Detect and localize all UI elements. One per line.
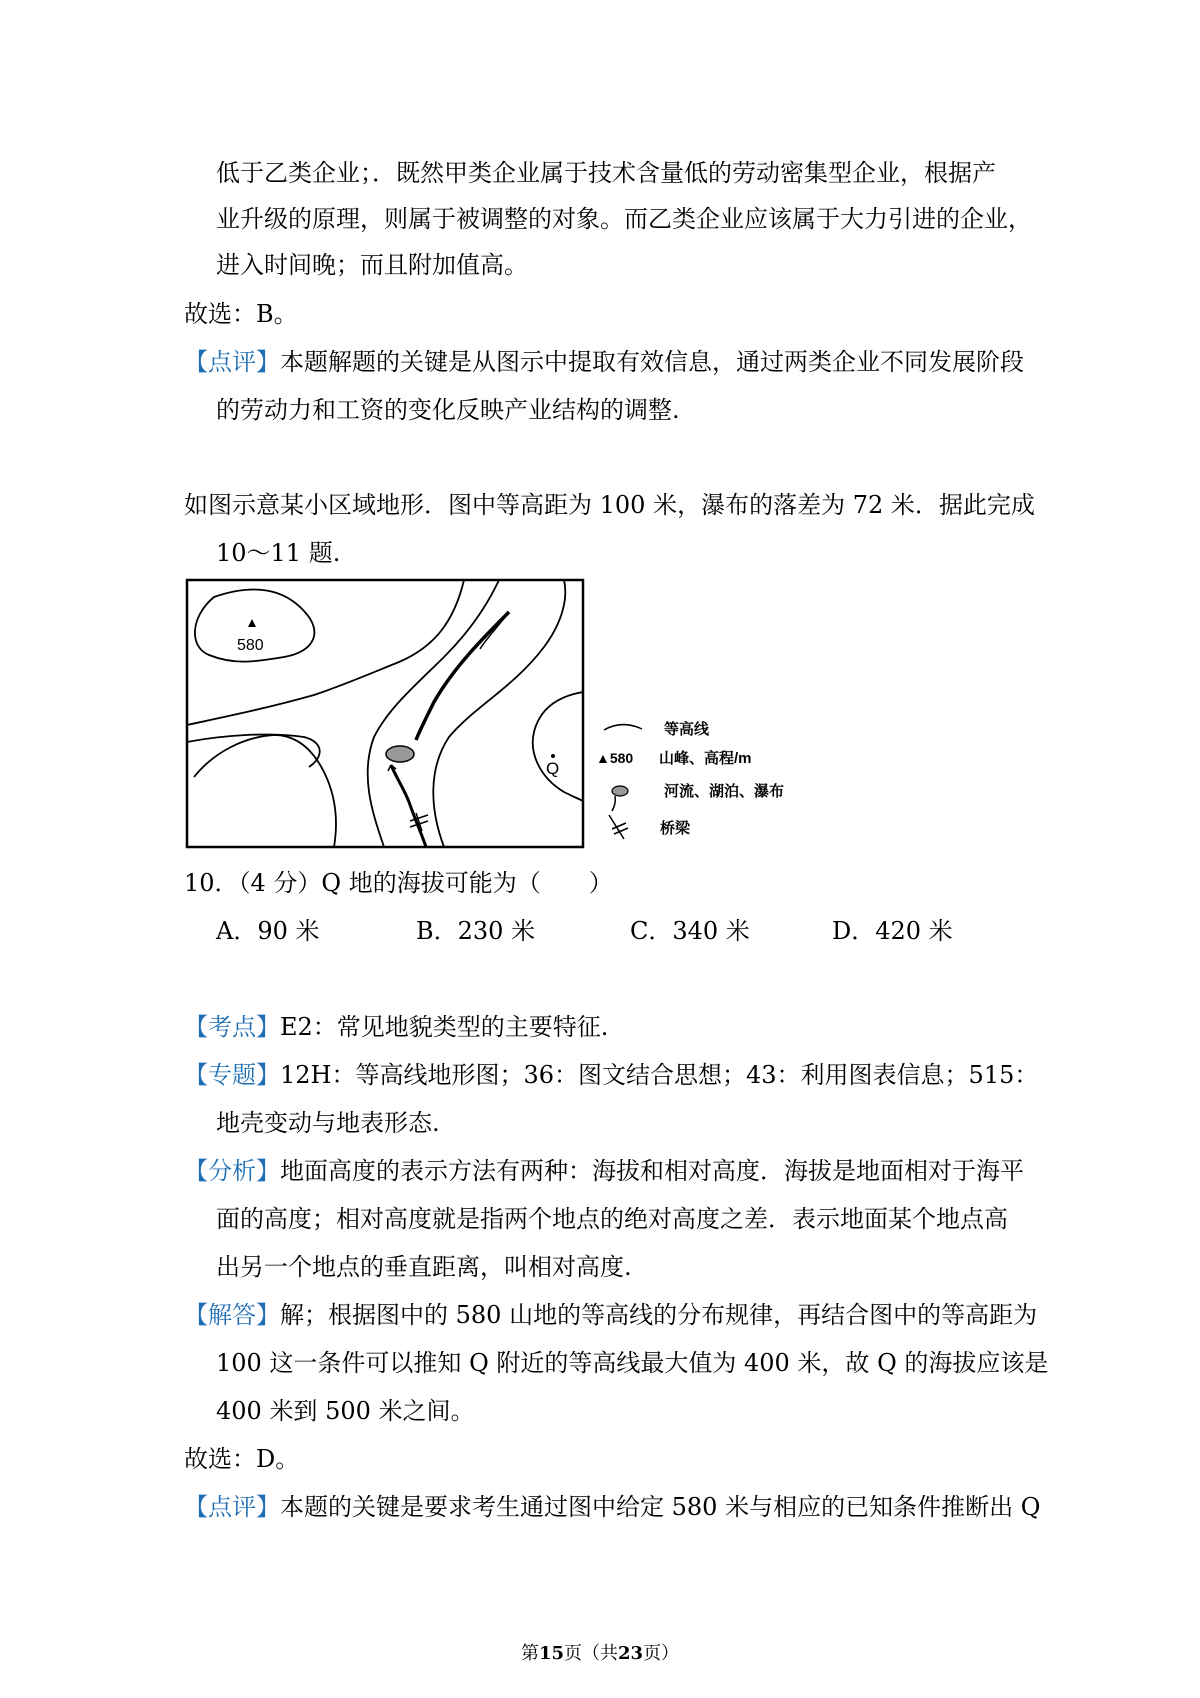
legend-bridge-symbol (609, 815, 628, 839)
text-line: 业升级的原理，则属于被调整的对象。而乙类企业应该属于大力引进的企业， (216, 205, 1032, 233)
text-line: 低于乙类企业；．既然甲类企业属于技术含量低的劳动密集型企业，根据产 (216, 159, 996, 187)
intro-text: 如图示意某小区域地形．图中等高距为 100 米，瀑布的落差为 72 米．据此完成 (184, 491, 1035, 519)
option-a: A．90 米 (216, 917, 320, 945)
review-tag: 【点评】 (184, 1493, 280, 1521)
option-d: D．420 米 (832, 917, 953, 945)
footer-middle: 页（共 (564, 1643, 618, 1664)
fenxi-paragraph (184, 1156, 1024, 1186)
legend-peak-symbol: ▲580 (596, 750, 634, 766)
text-line: 的劳动力和工资的变化反映产业结构的调整. (216, 396, 680, 424)
fenxi-tag: 【分析】 (184, 1157, 280, 1185)
legend-contour-symbol (604, 725, 642, 730)
legend-water-symbol (612, 786, 628, 796)
review-paragraph (184, 347, 1024, 377)
footer-prefix: 第 (520, 1643, 539, 1664)
review-paragraph (184, 1492, 1040, 1522)
page-footer (0, 1643, 1200, 1665)
jieda-tag: 【解答】 (184, 1301, 280, 1329)
review-tag: 【点评】 (184, 348, 280, 376)
kaodian-tag: 【考点】 (184, 1013, 280, 1041)
legend-bridge-label: 桥梁 (660, 820, 691, 837)
jieda-text: 解；根据图中的 580 山地的等高线的分布规律，再结合图中的等高距为 (280, 1301, 1038, 1329)
text-line: 100 这一条件可以推知 Q 附近的等高线最大值为 400 米，故 Q 的海拔应该是 (216, 1349, 1049, 1377)
footer-page-number: 15 (538, 1643, 564, 1664)
jieda-paragraph (184, 1300, 1037, 1330)
point-q-marker (551, 754, 555, 758)
question-stem: 10．（4 分）Q 地的海拔可能为（ ） (184, 869, 613, 897)
footer-total-pages: 23 (618, 1643, 644, 1664)
map-legend (596, 720, 784, 839)
intro-text: 10～11 题. (216, 539, 341, 567)
review-text: 本题的关键是要求考生通过图中给定 580 米与相应的已知条件推断出 Q (280, 1493, 1041, 1521)
answer-choice: 故选：D。 (184, 1445, 300, 1473)
text-line: 面的高度；相对高度就是指两个地点的绝对高度之差．表示地面某个地点高 (216, 1205, 1008, 1233)
zhuanti-paragraph (184, 1060, 1038, 1090)
peak-elevation: 580 (237, 637, 264, 654)
lake (386, 746, 414, 762)
text-line: 进入时间晚；而且附加值高。 (216, 251, 528, 279)
legend-water-label: 河流、湖泊、瀑布 (664, 783, 785, 800)
text-line: 地壳变动与地表形态. (216, 1109, 440, 1137)
legend-water-stream (612, 796, 615, 811)
zhuanti-tag: 【专题】 (184, 1061, 280, 1089)
zhuanti-text: 12H：等高线地形图；36：图文结合思想；43：利用图表信息；515： (280, 1061, 1039, 1089)
review-text: 本题解题的关键是从图示中提取有效信息，通过两类企业不同发展阶段 (280, 348, 1024, 376)
option-c: C．340 米 (630, 917, 750, 945)
legend-contour-label: 等高线 (664, 721, 710, 738)
footer-suffix: 页） (643, 1643, 680, 1664)
point-q-label: Q (546, 759, 560, 778)
map-frame (187, 580, 583, 847)
text-line: 400 米到 500 米之间。 (216, 1397, 475, 1425)
contour-map (184, 577, 824, 852)
fenxi-text: 地面高度的表示方法有两种：海拔和相对高度．海拔是地面相对于海平 (280, 1157, 1024, 1185)
option-b: B．230 米 (416, 917, 536, 945)
kaodian-paragraph (184, 1012, 608, 1042)
kaodian-text: E2：常见地貌类型的主要特征. (280, 1013, 609, 1041)
answer-choice: 故选：B。 (184, 300, 298, 328)
text-line: 出另一个地点的垂直距离，叫相对高度. (216, 1253, 632, 1281)
legend-peak-label: 山峰、高程/m (659, 750, 752, 767)
